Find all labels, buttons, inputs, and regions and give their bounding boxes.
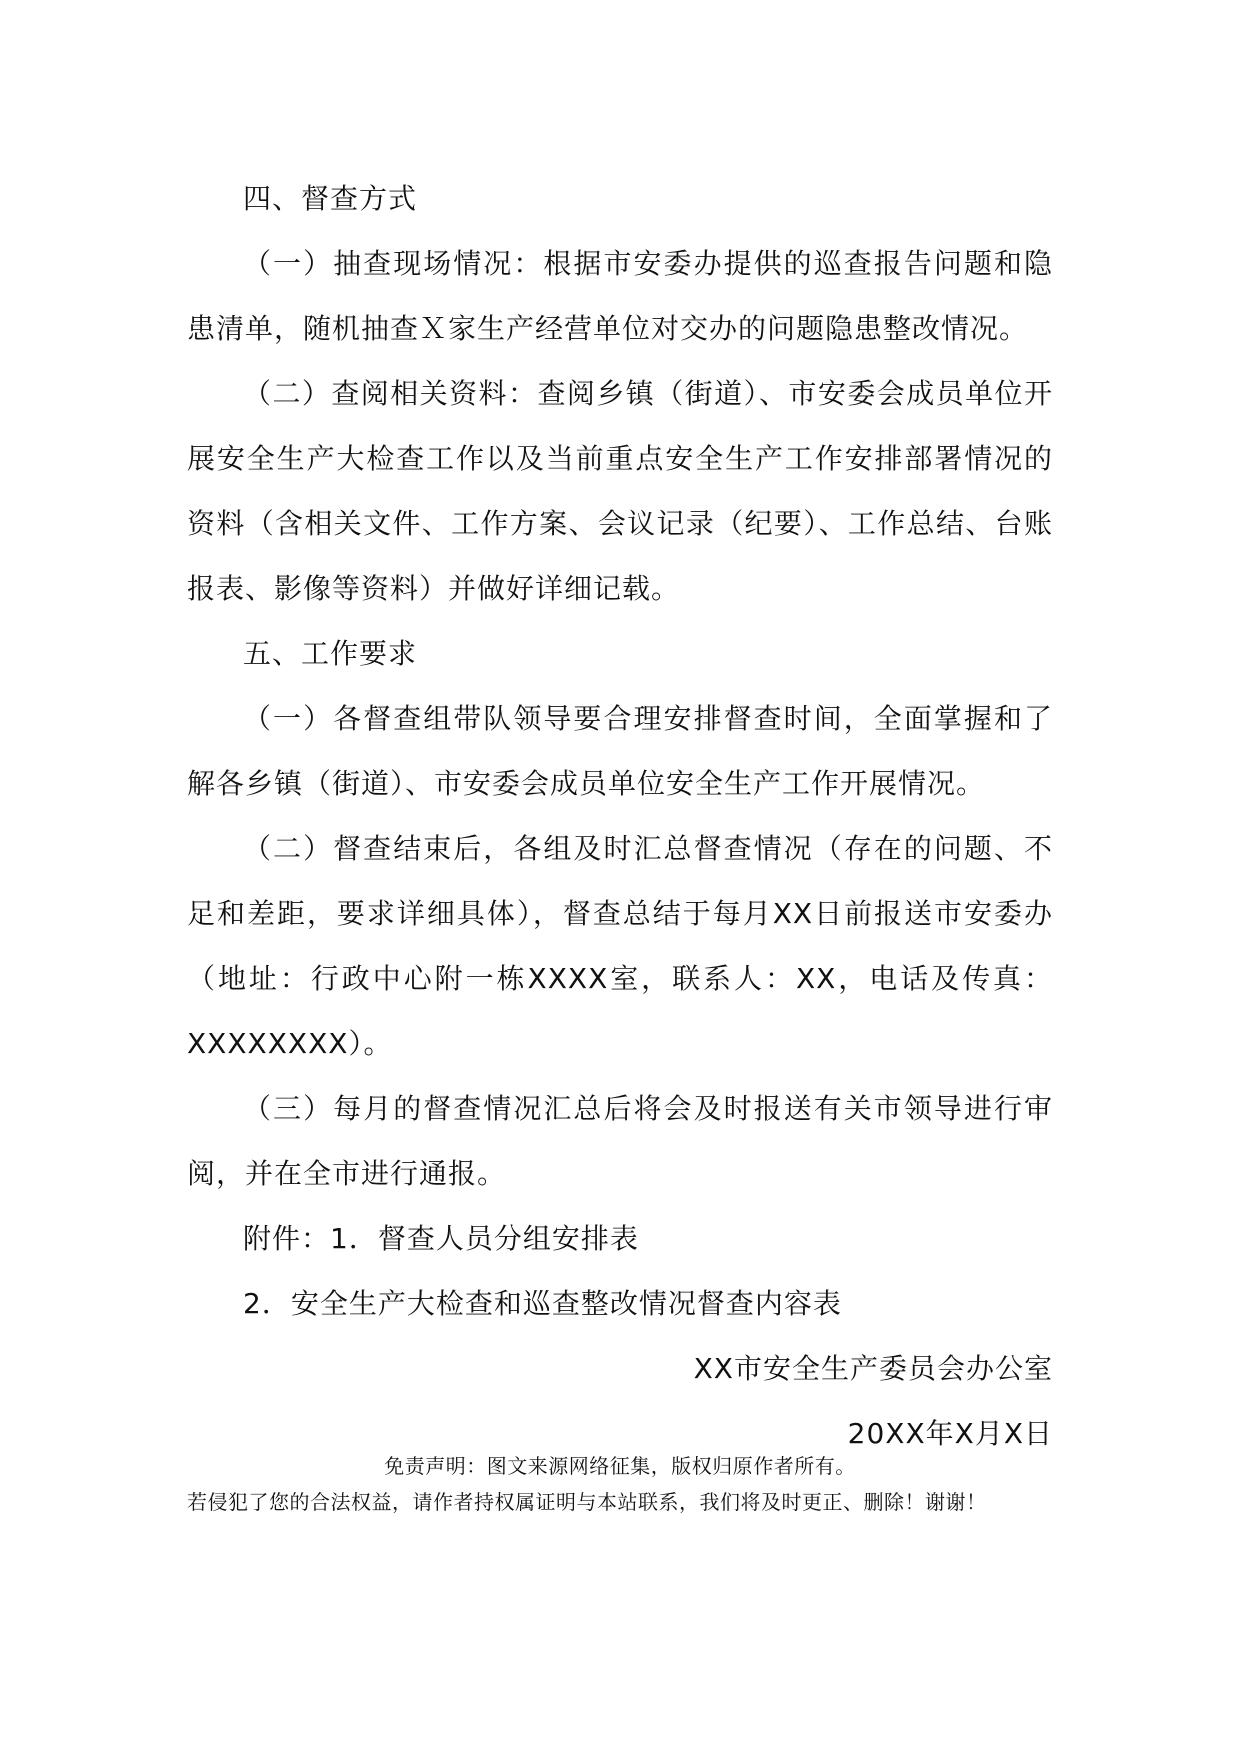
signature-date: 20XX年X月X日 bbox=[847, 1417, 1053, 1450]
paragraph-requirement-3: （三）每月的督查情况汇总后将会及时报送有关市领导进行审阅，并在全市进行通报。 bbox=[187, 1092, 1053, 1190]
disclaimer-line-2: 若侵犯了您的合法权益，请作者持权属证明与本站联系，我们将及时更正、删除！谢谢！ bbox=[187, 1490, 987, 1514]
paragraph-review-materials: （二）查阅相关资料：查阅乡镇（街道）、市安委会成员单位开展安全生产大检查工作以及当前重点安全生产工作安排部署情况的资料（含相关文件、工作方案、会议记录（纪要）、工作总结、台账报表、影像等资料）并做好详细记载。 bbox=[187, 377, 1053, 605]
paragraph-requirement-1: （一）各督查组带队领导要合理安排督查时间，全面掌握和了解各乡镇（街道）、市安委会成员单位安全生产工作开展情况。 bbox=[187, 702, 1053, 800]
attachment-line-2: 2．安全生产大检查和巡查整改情况督查内容表 bbox=[243, 1287, 842, 1320]
paragraph-spot-check: （一）抽查现场情况：根据市安委办提供的巡查报告问题和隐患清单，随机抽查Ｘ家生产经营单位对交办的问题隐患整改情况。 bbox=[187, 247, 1053, 345]
document-body bbox=[187, 166, 1053, 1466]
section-heading-supervision-method: 四、督查方式 bbox=[243, 182, 418, 215]
disclaimer-line-1: 免责声明：图文来源网络征集，版权归原作者所有。 bbox=[384, 1454, 856, 1478]
disclaimer bbox=[187, 1448, 1053, 1520]
attachment-line-1: 附件：1．督查人员分组安排表 bbox=[243, 1222, 639, 1255]
section-heading-work-requirements: 五、工作要求 bbox=[243, 637, 418, 670]
signature-organization: XX市安全生产委员会办公室 bbox=[693, 1352, 1053, 1385]
paragraph-requirement-2: （二）督查结束后，各组及时汇总督查情况（存在的问题、不足和差距，要求详细具体），督查总结于每月XX日前报送市安委办（地址：行政中心附一栋XXXX室，联系人：XX，电话及传真：XXXXXXXX）。 bbox=[187, 832, 1053, 1060]
